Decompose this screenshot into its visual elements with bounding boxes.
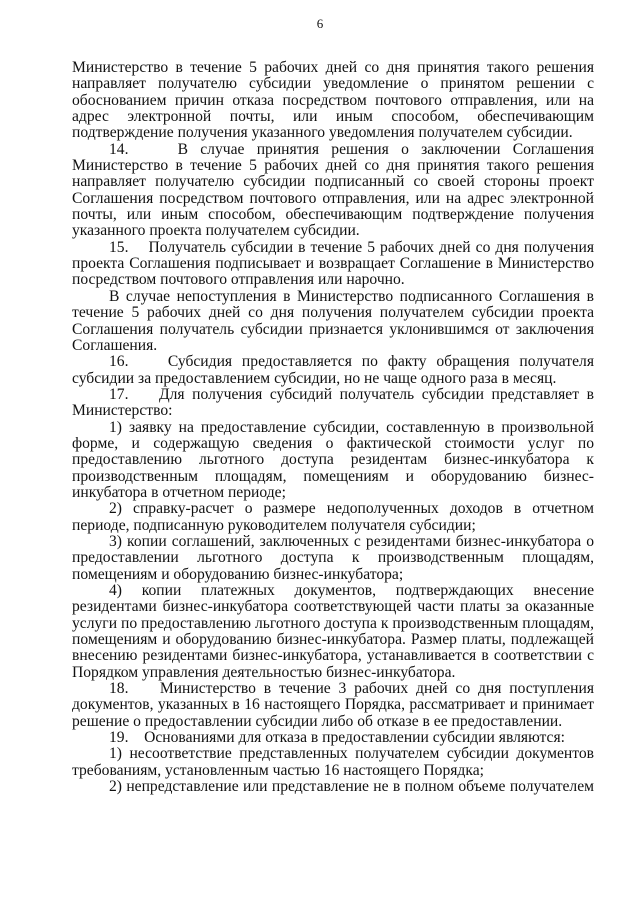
paragraph-14: 14. В случае принятия решения о заключении Соглашения Министерство в течение 5 рабочих дней со дня принятия такого решения направляет получателю субсидии подписанный со своей стороны проект Соглашения посредством почтового отправления, или на адрес электронной почты, или иным способом, обеспечивающим подтверждение получения указанного проекта получателем субсидии. [72, 140, 594, 240]
paragraph-17-item-2: 2) справку-расчет о размере недополученных доходов в отчетном периоде, подписанную руководителем получателя субсидии; [72, 500, 594, 534]
paragraph-17-item-3: 3) копии соглашений, заключенных с резидентами бизнес-инкубатора о предоставлении льготного доступа к производственным площадям, помещениям и оборудованию бизнес-инкубатора; [72, 532, 594, 583]
paragraph-18: 18. Министерство в течение 3 рабочих дней со дня поступления документов, указанных в 16 настоящего Порядка, рассматривает и принимает решение о предоставлении субсидии либо об отказе в ее предоставлении. [72, 680, 594, 730]
paragraph-19-item-1: 1) несоответствие представленных получателем субсидии документов требованиям, установленным частью 16 настоящего Порядка; [72, 745, 594, 779]
paragraph-19: 19. Основаниями для отказа в предоставлении субсидии являются: [109, 729, 565, 747]
paragraph-16: 16. Субсидия предоставляется по факту обращения получателя субсидии за предоставлением субсидии, но не чаще одного раза в месяц. [72, 353, 594, 387]
paragraph-continuation: Министерство в течение 5 рабочих дней со дня принятия такого решения направляет получателю субсидии уведомление о принятом решении с обоснованием причин отказа посредством почтового отправления, или на адрес электронной почты, или иным способом, обеспечивающим подтверждение получения указанного уведомления получателем субсидии. [72, 59, 594, 142]
paragraph-17-item-1: 1) заявку на предоставление субсидии, составленную в произвольной форме, и содержащую сведения о фактической стоимости услуг по предоставлению льготного доступа резидентам бизнес-инкубатора к производственным площадям, помещениям и оборудованию бизнес-инкубатора в отчетном периоде; [72, 418, 594, 501]
paragraph-19-item-2: 2) непредставление или представление не в полном объеме получателем [109, 778, 594, 796]
paragraph-17-item-4: 4) копии платежных документов, подтверждающих внесение резидентами бизнес-инкубатора соответствующей части платы за оказанные услуги по предоставлению льготного доступа к производственным площадям, помещениям и оборудованию бизнес-инкубатора. Размер платы, подлежащей внесению резидентами бизнес-инкубатора, устанавливается в соответствии с Порядком управления деятельностью бизнес-инкубатора. [72, 582, 594, 681]
document-body [72, 60, 594, 795]
paragraph-15: 15. Получатель субсидии в течение 5 рабочих дней со дня получения проекта Соглашения подписывает и возвращает Соглашение в Министерство посредством почтового отправления или нарочно. [72, 238, 594, 289]
page-number: 6 [316, 16, 324, 31]
paragraph-17: 17. Для получения субсидий получатель субсидии представляет в Министерство: [72, 385, 594, 420]
paragraph-15-note: В случае непоступления в Министерство подписанного Соглашения в течение 5 рабочих дней со дня получения получателем субсидии проекта Соглашения получатель субсидии признается уклонившимся от заключения Соглашения. [72, 287, 594, 354]
